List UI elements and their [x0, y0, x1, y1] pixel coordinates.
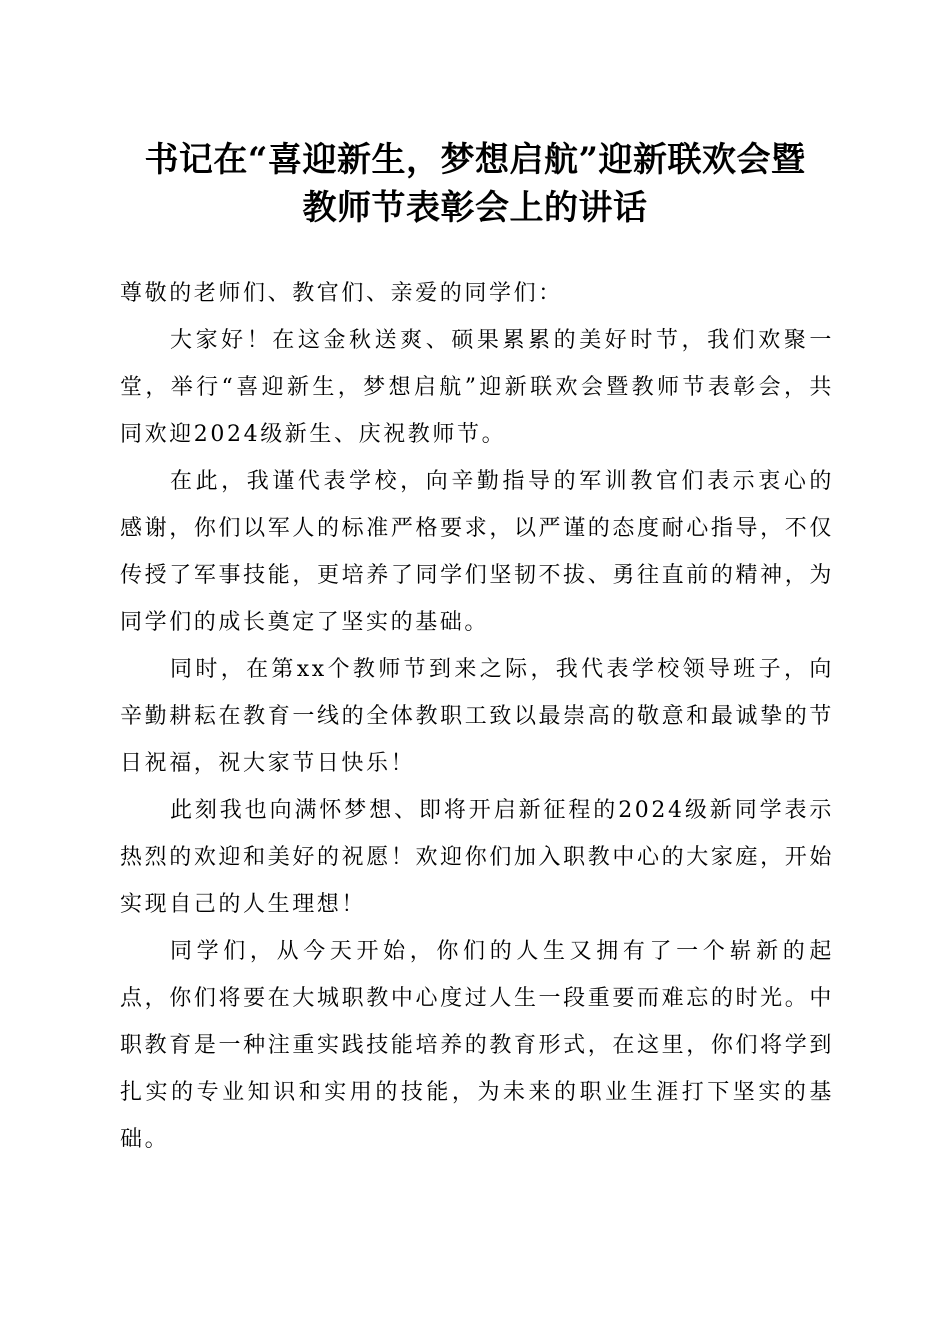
paragraph-3: 同时，在第xx个教师节到来之际，我代表学校领导班子，向辛勤耕耘在教育一线的全体教职工致以最崇高的敬意和最诚挚的节日祝福，祝大家节日快乐！: [120, 657, 834, 776]
document-title-line-2: 教师节表彰会上的讲话: [302, 188, 648, 228]
document-body: [120, 270, 834, 1163]
paragraph-5: 同学们，从今天开始，你们的人生又拥有了一个崭新的起点，你们将要在大城职教中心度过人生一段重要而难忘的时光。中职教育是一种注重实践技能培养的教育形式，在这里，你们将学到扎实的专业知识和实用的技能，为未来的职业生涯打下坚实的基础。: [120, 939, 834, 1152]
paragraph-4: 此刻我也向满怀梦想、即将开启新征程的2024级新同学表示热烈的欢迎和美好的祝愿！欢迎你们加入职教中心的大家庭，开始实现自己的人生理想！: [120, 798, 834, 917]
paragraph-2: 在此，我谨代表学校，向辛勤指导的军训教官们表示衷心的感谢，你们以军人的标准严格要求，以严谨的态度耐心指导，不仅传授了军事技能，更培养了同学们坚韧不拔、勇往直前的精神，为同学们的成长奠定了坚实的基础。: [120, 469, 834, 635]
salutation: 尊敬的老师们、教官们、亲爱的同学们：: [120, 281, 563, 306]
paragraph-1: 大家好！在这金秋送爽、硕果累累的美好时节，我们欢聚一堂，举行“喜迎新生，梦想启航”迎新联欢会暨教师节表彰会，共同欢迎2024级新生、庆祝教师节。: [120, 328, 834, 447]
document-title-line-1: 书记在“喜迎新生，梦想启航”迎新联欢会暨: [144, 140, 806, 180]
